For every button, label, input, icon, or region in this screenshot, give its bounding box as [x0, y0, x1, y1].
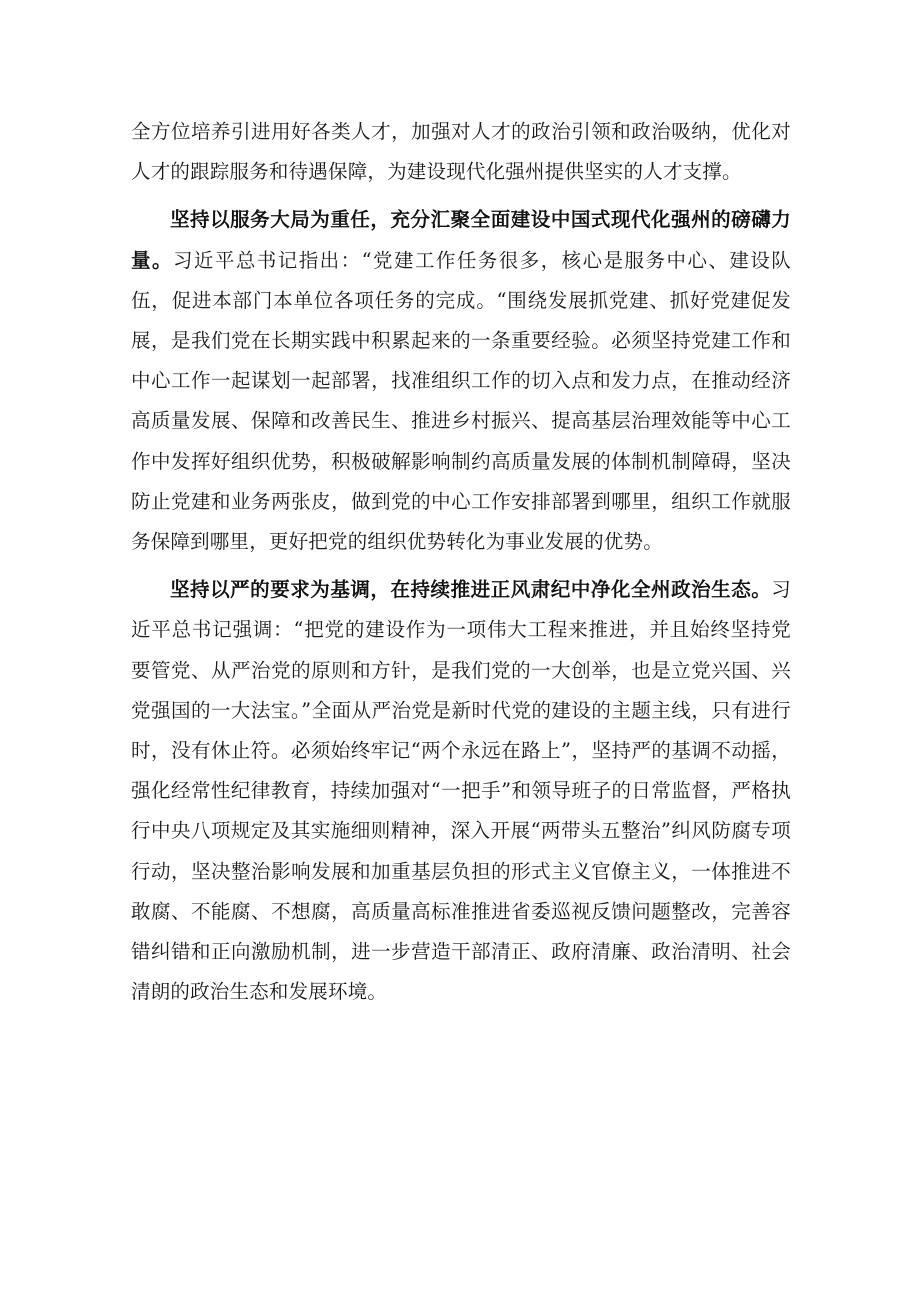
paragraph-lead-heading: 坚持以严的要求为基调，在持续推进正风肃纪中净化全州政治生态。 — [170, 578, 772, 602]
paragraph-strict-requirements — [131, 570, 791, 1012]
paragraph-text: 全方位培养引进用好各类人才，加强对人才的政治引领和政治吸纳，优化对人才的跟踪服务和待遇保障，为建设现代化强州提供坚实的人才支撑。 — [131, 120, 791, 184]
paragraph-serve-overall — [131, 200, 791, 562]
paragraph-talent-support — [131, 112, 791, 192]
paragraph-text: 习近平总书记强调：“把党的建设作为一项伟大工程来推进，并且始终坚持党要管党、从严治党的原则和方针，是我们党的一大创举，也是立党兴国、兴党强国的一大法宝。”全面从严治党是新时代党的建设的主题主线，只有进行时，没有休止符。必须始终牢记“两个永远在路上”，坚持严的基调不动摇，强化经常性纪律教育，持续加强对“一把手”和领导班子的日常监督，严格执行中央八项规定及其实施细则精神，深入开展“两带头五整治”纠风防腐专项行动，坚决整治影响发展和加重基层负担的形式主义官僚主义，一体推进不敢腐、不能腐、不想腐，高质量高标准推进省委巡视反馈问题整改，完善容错纠错和正向激励机制，进一步营造干部清正、政府清廉、政治清明、社会清朗的政治生态和发展环境。 — [131, 578, 791, 1004]
paragraph-lead-heading: 坚持以服务大局为重任，充分汇聚全面建设中国式现代化强州的磅礴力量。 — [131, 208, 791, 272]
document-body — [131, 112, 791, 1012]
paragraph-text: 习近平总书记指出：“党建工作任务很多，核心是服务中心、建设队伍，促进本部门本单位各项任务的完成。“围绕发展抓党建、抓好党建促发展，是我们党在长期实践中积累起来的一条重要经验。必须坚持党建工作和中心工作一起谋划一起部署，找准组织工作的切入点和发力点，在推动经济高质量发展、保障和改善民生、推进乡村振兴、提高基层治理效能等中心工作中发挥好组织优势，积极破解影响制约高质量发展的体制机制障碍，坚决防止党建和业务两张皮，做到党的中心工作安排部署到哪里，组织工作就服务保障到哪里，更好把党的组织优势转化为事业发展的优势。 — [131, 248, 791, 554]
